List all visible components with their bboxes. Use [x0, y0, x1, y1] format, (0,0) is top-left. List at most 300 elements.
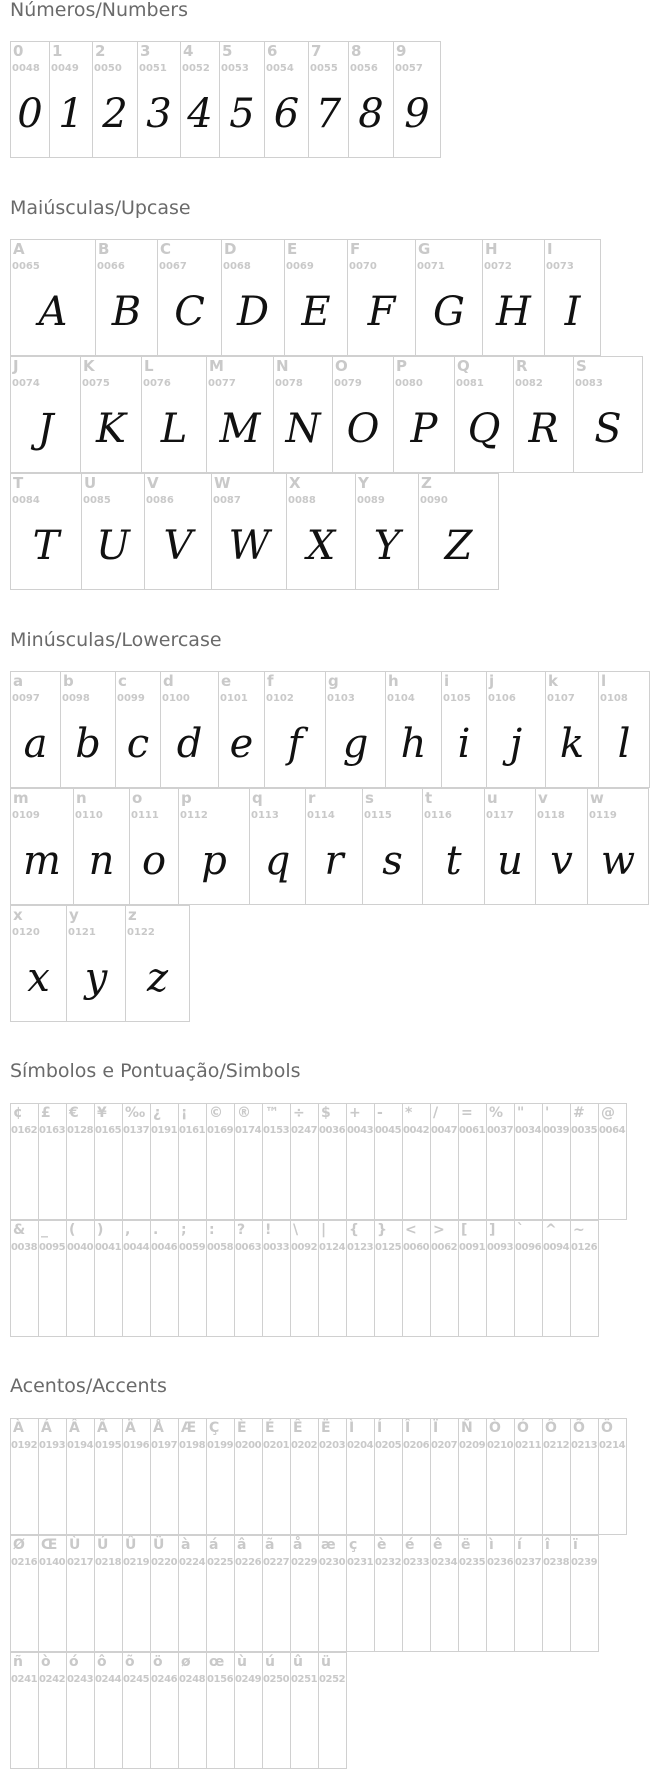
- glyph-character-label: ": [517, 1105, 525, 1121]
- glyph-character-label: E: [287, 240, 298, 258]
- glyph-character-label: Â: [69, 1420, 80, 1436]
- glyph-character-label: ï: [573, 1537, 578, 1553]
- glyph-character-label: á: [209, 1537, 219, 1553]
- glyph-code-label: 0161: [179, 1125, 206, 1136]
- glyph-character-label: Ê: [293, 1420, 303, 1436]
- glyph-character-label: Ù: [69, 1537, 81, 1553]
- glyph-sample: r: [324, 838, 344, 884]
- glyph-character-label: Z: [421, 474, 432, 492]
- glyph-character-label: 5: [222, 42, 233, 60]
- glyph-cell: [129, 788, 179, 905]
- glyph-character-label: 2: [95, 42, 106, 60]
- glyph-cell: [66, 1220, 95, 1337]
- glyph-cell: [94, 1220, 123, 1337]
- glyph-cell: [374, 1535, 403, 1652]
- glyph-cell: [402, 1535, 431, 1652]
- glyph-sample: h: [400, 721, 427, 767]
- glyph-cell: [125, 905, 190, 1022]
- glyph-character-label: é: [405, 1537, 415, 1553]
- glyph-character-label: :: [209, 1222, 215, 1238]
- glyph-character-label: Á: [41, 1420, 52, 1436]
- glyph-character-label: y: [69, 906, 79, 924]
- glyph-cell: [49, 41, 93, 158]
- glyph-sample: K: [96, 406, 126, 452]
- glyph-code-label: 0224: [179, 1557, 206, 1568]
- glyph-cell: [141, 356, 207, 473]
- glyph-character-label: I: [547, 240, 553, 258]
- glyph-code-label: 0120: [12, 927, 40, 938]
- glyph-cell: [385, 671, 442, 788]
- glyph-cell: [206, 1103, 235, 1220]
- glyph-cell: [262, 1652, 291, 1769]
- glyph-sample: d: [176, 721, 203, 767]
- glyph-character-label: K: [83, 357, 95, 375]
- glyph-cell: [218, 671, 265, 788]
- glyph-character-label: ?: [237, 1222, 246, 1238]
- glyph-code-label: 0174: [235, 1125, 262, 1136]
- glyph-character-label: Ä: [125, 1420, 136, 1436]
- glyph-code-label: 0214: [599, 1440, 626, 1451]
- glyph-code-label: 0220: [151, 1557, 178, 1568]
- glyph-code-label: 0089: [357, 495, 385, 506]
- glyph-cell: [234, 1652, 263, 1769]
- glyph-cell: [206, 1535, 235, 1652]
- glyph-character-label: ú: [265, 1654, 275, 1670]
- glyph-code-label: 0043: [347, 1125, 374, 1136]
- glyph-character-label: ñ: [13, 1654, 23, 1670]
- glyph-cell: [262, 1103, 291, 1220]
- glyph-cell: [150, 1652, 179, 1769]
- glyph-cell: [514, 1418, 543, 1535]
- glyph-cell: [150, 1220, 179, 1337]
- glyph-code-label: 0191: [151, 1125, 178, 1136]
- glyph-cell: [415, 239, 483, 356]
- glyph-character-label: ô: [97, 1654, 107, 1670]
- glyph-code-label: 0054: [266, 63, 294, 74]
- glyph-cell: [249, 788, 306, 905]
- glyph-cell: [458, 1535, 487, 1652]
- glyph-cell: [542, 1103, 571, 1220]
- glyph-cell: [570, 1220, 599, 1337]
- glyph-sample: i: [457, 721, 471, 767]
- glyph-cell: [482, 239, 545, 356]
- glyph-code-label: 0087: [213, 495, 241, 506]
- glyph-code-label: 0211: [515, 1440, 542, 1451]
- glyph-code-label: 0053: [221, 63, 249, 74]
- glyph-code-label: 0094: [543, 1242, 570, 1253]
- glyph-character-label: %: [489, 1105, 504, 1121]
- glyph-code-label: 0033: [263, 1242, 290, 1253]
- glyph-character-label: D: [224, 240, 237, 258]
- glyph-cell: [38, 1418, 67, 1535]
- glyph-character-label: ¥: [97, 1105, 107, 1121]
- glyph-sample: z: [146, 955, 169, 1001]
- glyph-cell: [10, 905, 67, 1022]
- glyph-code-label: 0040: [67, 1242, 94, 1253]
- glyph-cell: [514, 1535, 543, 1652]
- glyph-character-label: B: [98, 240, 110, 258]
- glyph-sample: 8: [358, 91, 384, 137]
- glyph-code-label: 0097: [12, 693, 40, 704]
- glyph-code-label: 0063: [235, 1242, 262, 1253]
- glyph-character-label: ;: [181, 1222, 187, 1238]
- glyph-code-label: 0106: [488, 693, 516, 704]
- glyph-code-label: 0243: [67, 1674, 94, 1685]
- glyph-character-label: è: [377, 1537, 387, 1553]
- glyph-sample: a: [23, 721, 48, 767]
- glyph-character-label: ™: [265, 1105, 279, 1121]
- glyph-code-label: 0242: [39, 1674, 66, 1685]
- glyph-character-label: Í: [377, 1420, 383, 1436]
- glyph-code-label: 0050: [94, 63, 122, 74]
- glyph-code-label: 0205: [375, 1440, 402, 1451]
- glyph-character-label: w: [590, 789, 604, 807]
- glyph-cell: [66, 1652, 95, 1769]
- glyph-sample: c: [126, 721, 150, 767]
- glyph-character-label: Î: [405, 1420, 411, 1436]
- glyph-sample: j: [509, 721, 523, 767]
- glyph-cell: [441, 671, 487, 788]
- glyph-code-label: 0162: [11, 1125, 38, 1136]
- glyph-cell: [318, 1652, 347, 1769]
- glyph-cell: [10, 1220, 39, 1337]
- glyph-character-label: N: [276, 357, 289, 375]
- glyph-cell: [10, 473, 82, 590]
- glyph-sample: H: [496, 289, 531, 335]
- glyph-sample: y: [84, 955, 108, 1001]
- glyph-code-label: 0213: [571, 1440, 598, 1451]
- glyph-character-label: Y: [358, 474, 369, 492]
- glyph-cell: [458, 1418, 487, 1535]
- glyph-cell: [374, 1418, 403, 1535]
- accents-grid-row-1: [10, 1418, 626, 1535]
- glyph-character-label: Ì: [349, 1420, 355, 1436]
- glyph-cell: [273, 356, 333, 473]
- glyph-cell: [206, 1220, 235, 1337]
- glyph-character-label: Ö: [601, 1420, 613, 1436]
- glyph-code-label: 0095: [39, 1242, 66, 1253]
- glyph-cell: [402, 1418, 431, 1535]
- glyph-cell: [486, 1535, 515, 1652]
- glyph-code-label: 0203: [319, 1440, 346, 1451]
- glyph-code-label: 0066: [97, 261, 125, 272]
- glyph-sample: 5: [229, 91, 255, 137]
- glyph-sample: P: [410, 406, 438, 452]
- glyph-code-label: 0044: [123, 1242, 150, 1253]
- glyph-cell: [332, 356, 394, 473]
- upcase-grid-row-1: [10, 239, 600, 356]
- glyph-cell: [178, 788, 250, 905]
- glyph-character-label: O: [335, 357, 348, 375]
- glyph-code-label: 0079: [334, 378, 362, 389]
- glyph-cell: [430, 1103, 459, 1220]
- glyph-code-label: 0237: [515, 1557, 542, 1568]
- glyph-character-label: k: [548, 672, 558, 690]
- glyph-code-label: 0114: [307, 810, 335, 821]
- glyph-cell: [10, 239, 96, 356]
- glyph-sample: b: [75, 721, 101, 767]
- glyph-code-label: 0035: [571, 1125, 598, 1136]
- glyph-cell: [587, 788, 649, 905]
- glyph-sample: A: [38, 289, 68, 335]
- glyph-character-label: g: [328, 672, 339, 690]
- glyph-code-label: 0108: [600, 693, 628, 704]
- glyph-code-label: 0102: [266, 693, 294, 704]
- glyph-code-label: 0235: [459, 1557, 486, 1568]
- glyph-code-label: 0249: [235, 1674, 262, 1685]
- glyph-character-label: |: [321, 1222, 327, 1238]
- glyph-code-label: 0104: [387, 693, 415, 704]
- glyph-character-label: 0: [13, 42, 24, 60]
- glyph-cell: [318, 1535, 347, 1652]
- glyph-character-label: q: [252, 789, 263, 807]
- glyph-code-label: 0069: [286, 261, 314, 272]
- glyph-cell: [573, 356, 643, 473]
- glyph-cell: [144, 473, 212, 590]
- glyph-code-label: 0062: [431, 1242, 458, 1253]
- glyph-character-label: ë: [461, 1537, 471, 1553]
- glyph-character-label: à: [181, 1537, 191, 1553]
- glyph-code-label: 0070: [349, 261, 377, 272]
- glyph-code-label: 0216: [11, 1557, 38, 1568]
- glyph-character-label: Ø: [13, 1537, 25, 1553]
- glyph-cell: [486, 1103, 515, 1220]
- glyph-character-label: Æ: [181, 1420, 197, 1436]
- glyph-cell: [422, 788, 485, 905]
- glyph-character-label: =: [461, 1105, 473, 1121]
- glyph-character-label: l: [601, 672, 607, 690]
- glyph-code-label: 0153: [263, 1125, 290, 1136]
- glyph-code-label: 0233: [403, 1557, 430, 1568]
- glyph-code-label: 0196: [123, 1440, 150, 1451]
- glyph-sample: W: [228, 523, 270, 569]
- glyph-code-label: 0121: [68, 927, 96, 938]
- glyph-cell: [598, 1103, 627, 1220]
- glyph-code-label: 0078: [275, 378, 303, 389]
- glyph-code-label: 0165: [95, 1125, 122, 1136]
- glyph-cell: [570, 1535, 599, 1652]
- glyph-code-label: 0036: [319, 1125, 346, 1136]
- glyph-code-label: 0041: [95, 1242, 122, 1253]
- glyph-character-label: t: [425, 789, 433, 807]
- glyph-cell: [66, 1535, 95, 1652]
- glyph-code-label: 0125: [375, 1242, 402, 1253]
- glyph-character-label: ¢: [13, 1105, 23, 1121]
- glyph-character-label: >: [433, 1222, 445, 1238]
- glyph-sample: x: [27, 955, 50, 1001]
- glyph-character-label: œ: [209, 1654, 225, 1670]
- glyph-character-label: #: [573, 1105, 585, 1121]
- glyph-sample: q: [264, 838, 291, 884]
- glyph-code-label: 0209: [459, 1440, 486, 1451]
- glyph-cell: [38, 1652, 67, 1769]
- glyph-cell: [122, 1652, 151, 1769]
- glyph-character-label: W: [214, 474, 231, 492]
- glyph-cell: [290, 1535, 319, 1652]
- glyph-code-label: 0039: [543, 1125, 570, 1136]
- glyph-character-label: ¡: [181, 1105, 188, 1121]
- glyph-cell: [362, 788, 423, 905]
- glyph-sample: I: [564, 289, 581, 335]
- glyph-cell: [418, 473, 499, 590]
- glyph-character-label: G: [418, 240, 431, 258]
- glyph-sample: m: [23, 838, 61, 884]
- glyph-code-label: 0119: [589, 810, 617, 821]
- glyph-code-label: 0109: [12, 810, 40, 821]
- numbers-section-title: Números/Numbers: [10, 0, 188, 21]
- glyph-character-label: r: [308, 789, 316, 807]
- glyph-character-label: ü: [321, 1654, 331, 1670]
- glyph-code-label: 0034: [515, 1125, 542, 1136]
- glyph-character-label: ©: [209, 1105, 223, 1121]
- glyph-cell: [262, 1220, 291, 1337]
- glyph-character-label: Õ: [573, 1420, 585, 1436]
- glyph-character-label: ó: [69, 1654, 79, 1670]
- glyph-cell: [94, 1535, 123, 1652]
- glyph-cell: [262, 1418, 291, 1535]
- glyph-code-label: 0042: [403, 1125, 430, 1136]
- glyph-cell: [346, 1220, 375, 1337]
- glyph-code-label: 0156: [207, 1674, 234, 1685]
- glyph-cell: [284, 239, 348, 356]
- glyph-cell: [513, 356, 574, 473]
- glyph-sample: R: [528, 406, 559, 452]
- glyph-cell: [430, 1535, 459, 1652]
- lowercase-grid-row-2: [10, 788, 648, 905]
- glyph-code-label: 0202: [291, 1440, 318, 1451]
- glyph-character-label: M: [209, 357, 224, 375]
- glyph-character-label: b: [63, 672, 74, 690]
- glyph-character-label: æ: [321, 1537, 336, 1553]
- glyph-code-label: 0244: [95, 1674, 122, 1685]
- glyph-character-label: £: [41, 1105, 51, 1121]
- glyph-cell: [542, 1220, 571, 1337]
- glyph-sample: 2: [102, 91, 128, 137]
- glyph-cell: [458, 1103, 487, 1220]
- glyph-code-label: 0083: [575, 378, 603, 389]
- glyph-character-label: È: [237, 1420, 247, 1436]
- glyph-code-label: 0076: [143, 378, 171, 389]
- glyph-cell: [221, 239, 285, 356]
- glyph-code-label: 0105: [443, 693, 471, 704]
- glyph-code-label: 0250: [263, 1674, 290, 1685]
- glyph-character-label: a: [13, 672, 24, 690]
- glyph-code-label: 0239: [571, 1557, 598, 1568]
- glyph-character-label: *: [405, 1105, 413, 1121]
- glyph-cell: [137, 41, 181, 158]
- glyph-sample: Y: [373, 523, 401, 569]
- glyph-code-label: 0225: [207, 1557, 234, 1568]
- glyph-code-label: 0118: [537, 810, 565, 821]
- glyph-character-label: õ: [125, 1654, 135, 1670]
- glyph-cell: [486, 671, 546, 788]
- glyph-character-label: m: [13, 789, 29, 807]
- glyph-code-label: 0073: [546, 261, 574, 272]
- glyph-code-label: 0206: [403, 1440, 430, 1451]
- glyph-code-label: 0122: [127, 927, 155, 938]
- glyph-sample: O: [346, 406, 380, 452]
- glyph-cell: [66, 905, 126, 1022]
- glyph-character-label: 8: [351, 42, 362, 60]
- glyph-sample: v: [550, 838, 573, 884]
- glyph-cell: [122, 1103, 151, 1220]
- glyph-character-label: A: [13, 240, 25, 258]
- glyph-character-label: ù: [237, 1654, 247, 1670]
- glyph-character-label: Œ: [41, 1537, 58, 1553]
- glyph-character-label: i: [444, 672, 450, 690]
- glyph-cell: [318, 1103, 347, 1220]
- glyph-character-label: Ü: [153, 1537, 165, 1553]
- glyph-character-label: €: [69, 1105, 79, 1121]
- glyph-code-label: 0061: [459, 1125, 486, 1136]
- glyph-code-label: 0197: [151, 1440, 178, 1451]
- glyph-character-label: å: [293, 1537, 303, 1553]
- glyph-code-label: 0193: [39, 1440, 66, 1451]
- glyph-character-label: Ç: [209, 1420, 220, 1436]
- glyph-code-label: 0088: [288, 495, 316, 506]
- glyph-code-label: 0226: [235, 1557, 262, 1568]
- glyph-character-label: x: [13, 906, 23, 924]
- glyph-cell: [178, 1418, 207, 1535]
- glyph-code-label: 0071: [417, 261, 445, 272]
- glyph-code-label: 0245: [123, 1674, 150, 1685]
- glyph-code-label: 0204: [347, 1440, 374, 1451]
- glyph-code-label: 0068: [223, 261, 251, 272]
- glyph-character-label: ,: [125, 1222, 131, 1238]
- glyph-character-label: ì: [489, 1537, 494, 1553]
- glyph-sample: o: [141, 838, 167, 884]
- glyph-cell: [346, 1103, 375, 1220]
- glyph-code-label: 0081: [456, 378, 484, 389]
- glyph-character-label: u: [487, 789, 498, 807]
- glyph-cell: [81, 473, 145, 590]
- glyph-cell: [545, 671, 599, 788]
- glyph-code-label: 0090: [420, 495, 448, 506]
- glyph-character-label: ç: [349, 1537, 358, 1553]
- glyph-cell: [347, 239, 416, 356]
- glyph-sample: s: [382, 838, 403, 884]
- glyph-code-label: 0124: [319, 1242, 346, 1253]
- glyph-sample: 6: [273, 91, 300, 137]
- numbers-grid: [10, 41, 440, 158]
- glyph-cell: [73, 788, 130, 905]
- glyph-character-label: \: [293, 1222, 299, 1238]
- glyph-sample: u: [497, 838, 523, 884]
- glyph-code-label: 0051: [139, 63, 167, 74]
- accents-section-title: Acentos/Accents: [10, 1375, 167, 1397]
- glyph-code-label: 0086: [146, 495, 174, 506]
- glyph-sample: f: [287, 721, 303, 767]
- glyph-code-label: 0091: [459, 1242, 486, 1253]
- glyph-cell: [150, 1418, 179, 1535]
- glyph-sample: n: [88, 838, 115, 884]
- glyph-character-label: À: [13, 1420, 24, 1436]
- glyph-character-label: ö: [153, 1654, 163, 1670]
- glyph-code-label: 0195: [95, 1440, 122, 1451]
- glyph-code-label: 0052: [182, 63, 210, 74]
- accents-grid-row-2: [10, 1535, 598, 1652]
- glyph-cell: [234, 1535, 263, 1652]
- glyph-cell: [514, 1220, 543, 1337]
- glyph-code-label: 0128: [67, 1125, 94, 1136]
- glyph-code-label: 0229: [291, 1557, 318, 1568]
- glyph-sample: w: [600, 838, 636, 884]
- glyph-code-label: 0099: [117, 693, 145, 704]
- glyph-character-label: Q: [457, 357, 470, 375]
- glyph-cell: [348, 41, 394, 158]
- glyph-code-label: 0163: [39, 1125, 66, 1136]
- glyph-cell: [115, 671, 161, 788]
